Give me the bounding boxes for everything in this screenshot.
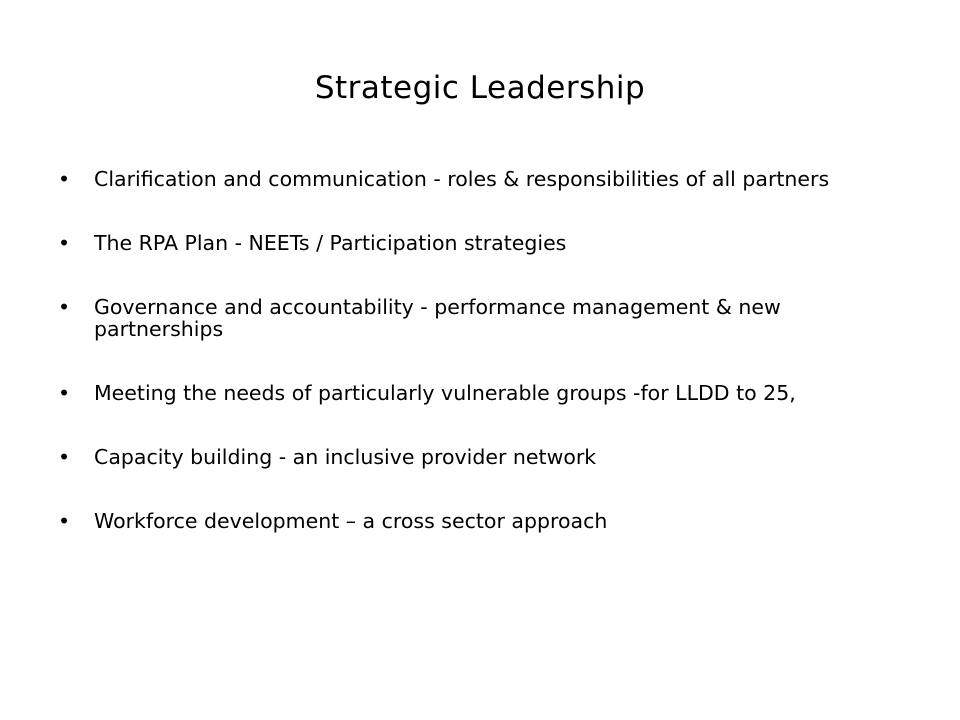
bullet-dot-icon: • — [58, 231, 71, 255]
bullet-item — [58, 446, 858, 468]
slide-title: Strategic Leadership — [314, 70, 646, 106]
bullet-text: Workforce development – a cross sector approach — [94, 509, 608, 533]
bullet-item — [58, 296, 858, 340]
bullet-text: Clarification and communication - roles & responsibilities of all partners — [94, 167, 830, 191]
bullet-dot-icon: • — [58, 509, 71, 533]
bullet-text: Meeting the needs of particularly vulnerable groups -for LLDD to 25, — [94, 381, 796, 405]
bullet-item — [58, 382, 858, 404]
bullet-item — [58, 168, 858, 190]
bullet-dot-icon: • — [58, 167, 71, 191]
bullet-dot-icon: • — [58, 381, 71, 405]
bullet-item — [58, 232, 858, 254]
bullet-text: Governance and accountability - performance management & new partnerships — [94, 295, 781, 341]
bullet-list — [58, 168, 858, 574]
bullet-item — [58, 510, 858, 532]
bullet-text: Capacity building - an inclusive provider network — [94, 445, 597, 469]
bullet-text: The RPA Plan - NEETs / Participation strategies — [94, 231, 567, 255]
bullet-dot-icon: • — [58, 295, 71, 319]
bullet-dot-icon: • — [58, 445, 71, 469]
